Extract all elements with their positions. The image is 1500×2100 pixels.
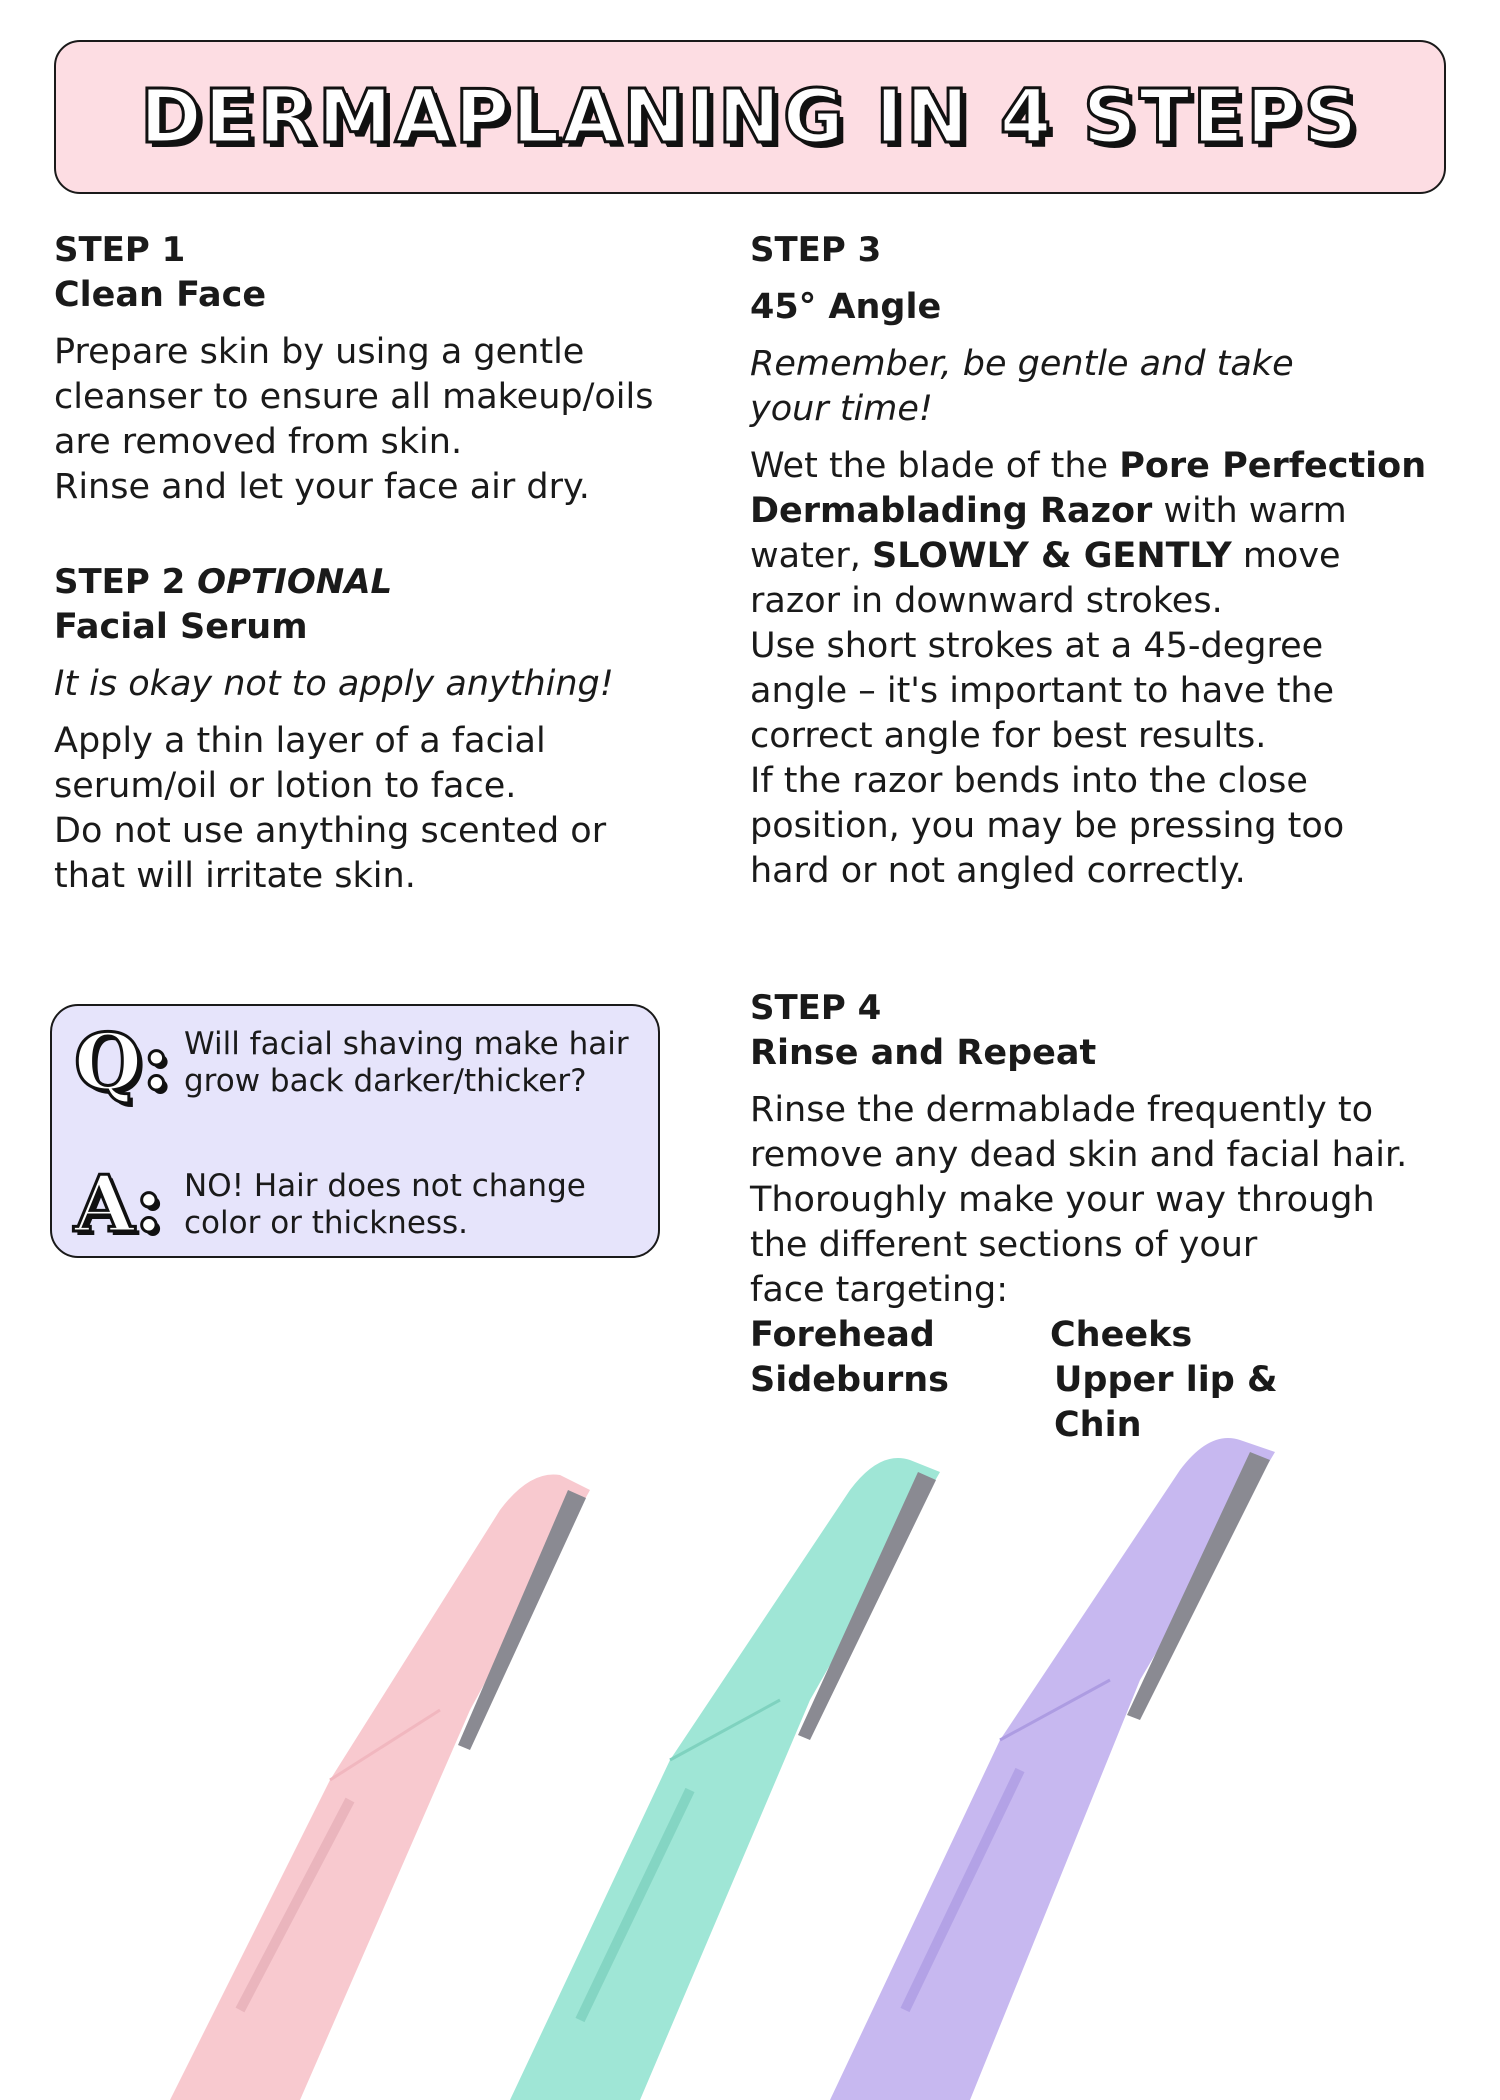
question-text [184, 1026, 629, 1100]
step-3-line: razor in downward strokes. [750, 581, 1223, 621]
step-3-text: with warm [1152, 491, 1347, 531]
answer-letter: A: [74, 1159, 164, 1250]
step-4-line: Rinse the dermablade frequently to [750, 1090, 1374, 1130]
step-4-body [750, 1088, 1460, 1313]
step-2-body [54, 719, 714, 899]
title-banner [54, 40, 1446, 194]
step-2-line: serum/oil or lotion to face. [54, 766, 517, 806]
step-3-note-line: Remember, be gentle and take [750, 344, 1294, 384]
answer-line: color or thickness. [184, 1205, 469, 1241]
step-1-line: cleanser to ensure all makeup/oils [54, 377, 654, 417]
step-3-body [750, 444, 1460, 894]
step-4-subtitle: Rinse and Repeat [750, 1033, 1097, 1073]
step-4 [750, 986, 1460, 1448]
step-1-heading: STEP 1 [54, 230, 186, 270]
step-2-subtitle: Facial Serum [54, 607, 308, 647]
question-letter: Q: [74, 1017, 171, 1108]
step-3-line [750, 534, 1460, 579]
step-3-heading: STEP 3 [750, 230, 882, 270]
step-3-text: water, [750, 536, 872, 576]
emphasis-text: SLOWLY & GENTLY [871, 536, 1232, 576]
faq-box [50, 1004, 660, 1258]
step-2-line: Apply a thin layer of a facial [54, 721, 546, 761]
step-1-line: Rinse and let your face air dry. [54, 467, 590, 507]
step-1 [54, 228, 714, 510]
step-1-body [54, 330, 714, 510]
product-name: Pore Perfection [1119, 446, 1427, 486]
step-2-heading-label: STEP 2 [54, 562, 186, 602]
step-1-line: Prepare skin by using a gentle [54, 332, 585, 372]
target-area: Sideburns [750, 1360, 949, 1400]
razors-illustration [0, 1380, 1500, 2100]
answer-line: NO! Hair does not change [184, 1168, 586, 1204]
question-line: grow back darker/thicker? [184, 1063, 587, 1099]
step-2-optional-label: OPTIONAL [197, 562, 393, 602]
step-4-heading: STEP 4 [750, 988, 882, 1028]
step-2-note: It is okay not to apply anything! [54, 664, 614, 704]
step-3-line: angle – it's important to have the [750, 671, 1335, 711]
step-2-line: that will irritate skin. [54, 856, 416, 896]
step-3-note-line: your time! [750, 389, 933, 429]
step-2-line: Do not use anything scented or [54, 811, 607, 851]
pink-razor [170, 1474, 590, 2100]
product-name: Dermablading Razor [750, 491, 1153, 531]
page-title: DERMAPLANING IN 4 STEPS [140, 74, 1360, 160]
step-1-subtitle: Clean Face [54, 275, 267, 315]
step-4-line: Thoroughly make your way through [750, 1180, 1375, 1220]
step-2 [54, 560, 714, 899]
step-3-line: correct angle for best results. [750, 716, 1267, 756]
step-3-line [750, 444, 1460, 489]
step-3-line: position, you may be pressing too [750, 806, 1345, 846]
step-4-line: face targeting: [750, 1270, 1009, 1310]
step-3-line [750, 489, 1460, 534]
step-2-heading [54, 560, 714, 604]
target-area: Upper lip & Chin [1054, 1360, 1278, 1445]
step-4-line: the different sections of your [750, 1225, 1258, 1265]
step-3-line: Use short strokes at a 45-degree [750, 626, 1324, 666]
step-3-line: hard or not angled correctly. [750, 851, 1246, 891]
answer-text [184, 1168, 586, 1242]
step-3-subtitle: 45° Angle [750, 287, 942, 327]
step-3-text: Wet the blade of the [750, 446, 1120, 486]
step-3 [750, 228, 1460, 894]
target-area: Cheeks [1050, 1315, 1193, 1355]
step-4-line: remove any dead skin and facial hair. [750, 1135, 1408, 1175]
step-3-line: If the razor bends into the close [750, 761, 1308, 801]
target-area: Forehead [750, 1315, 935, 1355]
question-line: Will facial shaving make hair [184, 1026, 629, 1062]
step-3-note [750, 342, 1460, 432]
step-3-text: move [1231, 536, 1341, 576]
step-1-line: are removed from skin. [54, 422, 463, 462]
